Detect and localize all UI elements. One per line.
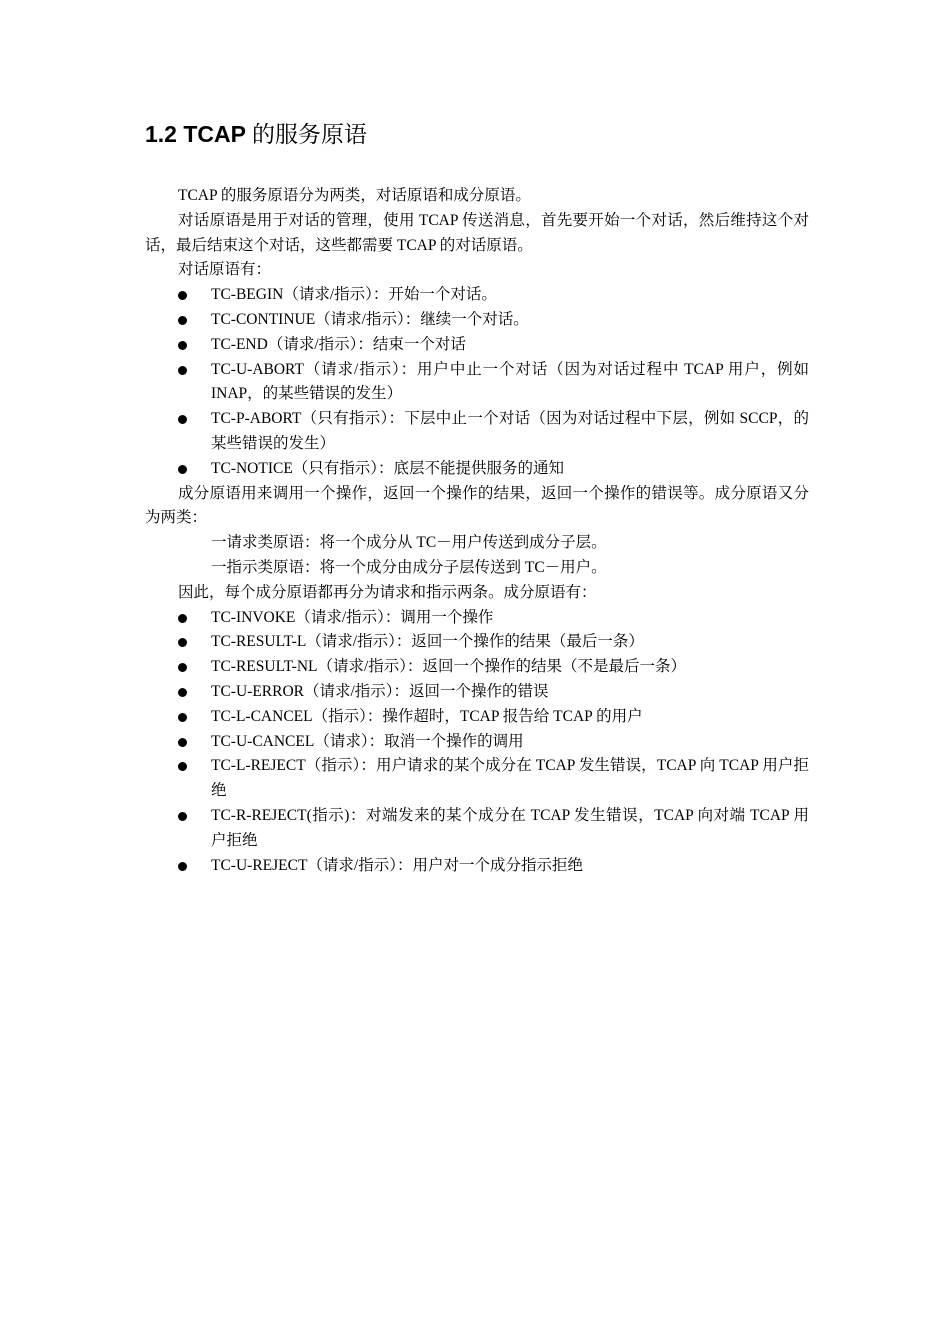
list-item-text: TC-CONTINUE（请求/指示）：继续一个对话。 [211, 310, 529, 328]
dialogue-primitives-paragraph: 对话原语是用于对话的管理，使用 TCAP 传送消息，首先要开始一个对话，然后维持这个对话，最后结束这个对话，这些都需要 TCAP 的对话原语。 [145, 211, 809, 254]
list-item [145, 283, 809, 308]
list-item [145, 457, 809, 482]
bullet-icon [178, 614, 187, 623]
list-item-text: TC-L-REJECT（指示）：用户请求的某个成分在 TCAP 发生错误，TCAP 向 TCAP 用户拒绝 [211, 757, 809, 800]
list-item [145, 333, 809, 358]
bullet-icon [178, 713, 187, 722]
list-item [145, 308, 809, 333]
bullet-icon [178, 638, 187, 647]
bullet-icon [178, 738, 187, 747]
indication-category-line: 一指示类原语：将一个成分由成分子层传送到 TC－用户。 [211, 558, 607, 576]
dialogue-primitive-list [145, 283, 809, 481]
bullet-icon [178, 366, 187, 375]
list-item-text: TC-NOTICE（只有指示）：底层不能提供服务的通知 [211, 459, 565, 477]
list-item-text: TC-U-REJECT（请求/指示）：用户对一个成分指示拒绝 [211, 856, 583, 874]
section-heading-text: 的服务原语 [251, 121, 367, 147]
list-item [145, 680, 809, 705]
section-heading-latin: TCAP [183, 121, 246, 147]
bullet-icon [178, 291, 187, 300]
request-category-line: 一请求类原语：将一个成分从 TC－用户传送到成分子层。 [211, 534, 607, 552]
component-primitives-paragraph: 成分原语用来调用一个操作，返回一个操作的结果，返回一个操作的错误等。成分原语又分为两类： [145, 484, 809, 527]
list-item-text: TC-RESULT-L（请求/指示）：返回一个操作的结果（最后一条） [211, 633, 644, 651]
bullet-icon [178, 663, 187, 672]
section-heading [145, 118, 367, 150]
list-item-text: TC-P-ABORT（只有指示）：下层中止一个对话（因为对话过程中下层，例如 SCCP，的某些错误的发生） [211, 410, 809, 452]
list-item-text: TC-END（请求/指示）：结束一个对话 [211, 335, 466, 353]
list-item [145, 407, 809, 457]
bullet-icon [178, 316, 187, 325]
list-item-text: TC-U-ABORT（请求/指示）：用户中止一个对话（因为对话过程中 TCAP 用户，例如 INAP，的某些错误的发生） [211, 360, 809, 403]
bullet-icon [178, 415, 187, 424]
list-item [145, 754, 809, 804]
bullet-icon [178, 812, 187, 821]
list-item-text: TC-U-CANCEL（请求）：取消一个操作的调用 [211, 732, 524, 750]
list-item [145, 730, 809, 755]
section-body [145, 184, 809, 878]
list-item-text: TC-R-REJECT(指示)：对端发来的某个成分在 TCAP 发生错误，TCAP 向对端 TCAP 用户拒绝 [211, 806, 809, 849]
list-item [145, 630, 809, 655]
bullet-icon [178, 465, 187, 474]
list-item [145, 358, 809, 408]
section-number: 1.2 [145, 121, 177, 147]
list-item [145, 804, 809, 854]
list-item-text: TC-BEGIN（请求/指示）：开始一个对话。 [211, 286, 497, 304]
list-item-text: TC-INVOKE（请求/指示）：调用一个操作 [211, 608, 494, 626]
list-item-text: TC-U-ERROR（请求/指示）：返回一个操作的错误 [211, 682, 549, 700]
list-item-text: TC-RESULT-NL（请求/指示）：返回一个操作的结果（不是最后一条） [211, 658, 687, 676]
bullet-icon [178, 762, 187, 771]
list-item-text: TC-L-CANCEL（指示）：操作超时，TCAP 报告给 TCAP 的用户 [211, 707, 643, 725]
list-item [145, 606, 809, 631]
bullet-icon [178, 862, 187, 871]
component-primitives-lead: 因此，每个成分原语都再分为请求和指示两条。成分原语有： [178, 583, 597, 601]
list-item [145, 655, 809, 680]
list-item [145, 705, 809, 730]
bullet-icon [178, 341, 187, 350]
bullet-icon [178, 688, 187, 697]
list-item [145, 854, 809, 879]
dialogue-primitives-lead: 对话原语有： [178, 261, 272, 279]
component-primitive-list [145, 606, 809, 879]
intro-paragraph: TCAP 的服务原语分为两类，对话原语和成分原语。 [178, 187, 531, 204]
